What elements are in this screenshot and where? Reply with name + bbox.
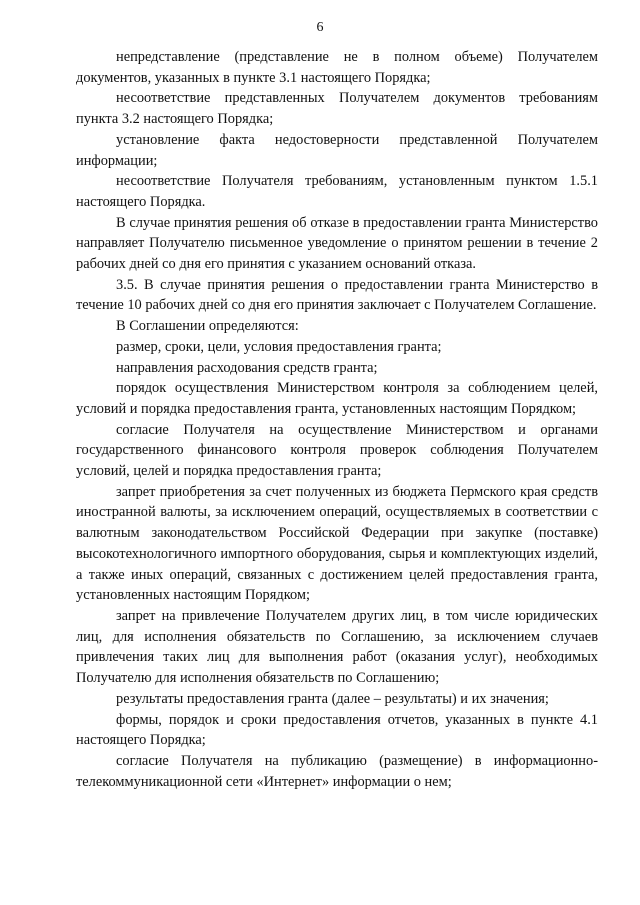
page-number: 6: [316, 20, 324, 35]
paragraph-agreement-reports: формы, порядок и сроки предоставления отчетов, указанных в пункте 4.1 настоящего Порядка;: [76, 711, 598, 749]
paragraph-grounds-document-requirements: несоответствие представленных Получателем документов требованиям пункта 3.2 настоящего Порядка;: [76, 90, 598, 128]
document-body: [76, 47, 598, 792]
paragraph-agreement-spending: направления расходования средств гранта;: [116, 359, 378, 376]
paragraph-grounds-recipient-requirements: несоответствие Получателя требованиям, установленным пунктом 1.5.1 настоящего Порядка.: [76, 173, 598, 210]
paragraph-agreement-results: результаты предоставления гранта (далее – результаты) и их значения;: [116, 690, 549, 707]
paragraph-grounds-false-information: установление факта недостоверности представленной Получателем информации;: [76, 131, 598, 169]
paragraph-agreement-control: порядок осуществления Министерством контроля за соблюдением целей, условий и порядка предоставления гранта, установленных настоящим Порядком;: [76, 380, 598, 417]
paragraph-agreement-third-parties: запрет на привлечение Получателем других лиц, в том числе юридических лиц, для исполнения обязательств по Соглашению, за исключением случаев привлечения таких лиц для выполнения работ (оказания услуг), необходимых Получателю для исполнения обязательств по Соглашению;: [76, 607, 598, 687]
paragraph-agreement-consent-inspections: согласие Получателя на осуществление Министерством и органами государственного финансового контроля проверок соблюдения Получателем условий, целей и порядка предоставления гранта;: [76, 421, 598, 480]
paragraph-agreement-currency-ban: запрет приобретения за счет полученных из бюджета Пермского края средств иностранной валюты, за исключением операций, осуществляемых в соответствии с валютным законодательством Российской Федерации при закупке (поставке) высокотехнологичного импортного оборудования, сырья и комплектующих изделий, а также иных операций, связанных с достижением целей предоставления гранта, установленных настоящим Порядком;: [76, 483, 598, 604]
paragraph-agreement-publication-consent: согласие Получателя на публикацию (размещение) в информационно-телекоммуникационной сети «Интернет» информации о нем;: [76, 752, 598, 790]
paragraph-section-3-5: 3.5. В случае принятия решения о предоставлении гранта Министерство в течение 10 рабочих дней со дня его принятия заключает с Получателем Соглашение.: [76, 276, 598, 314]
paragraph-grounds-missing-documents: непредставление (представление не в полном объеме) Получателем документов, указанных в пункте 3.1 настоящего Порядка;: [76, 49, 598, 86]
paragraph-refusal-notice: В случае принятия решения об отказе в предоставлении гранта Министерство направляет Получателю письменное уведомление о принятом решении в течение 2 рабочих дней со дня его принятия с указанием оснований отказа.: [76, 214, 598, 273]
paragraph-agreement-size-terms: размер, сроки, цели, условия предоставления гранта;: [116, 338, 442, 355]
paragraph-agreement-defines: В Соглашении определяются:: [116, 318, 299, 335]
